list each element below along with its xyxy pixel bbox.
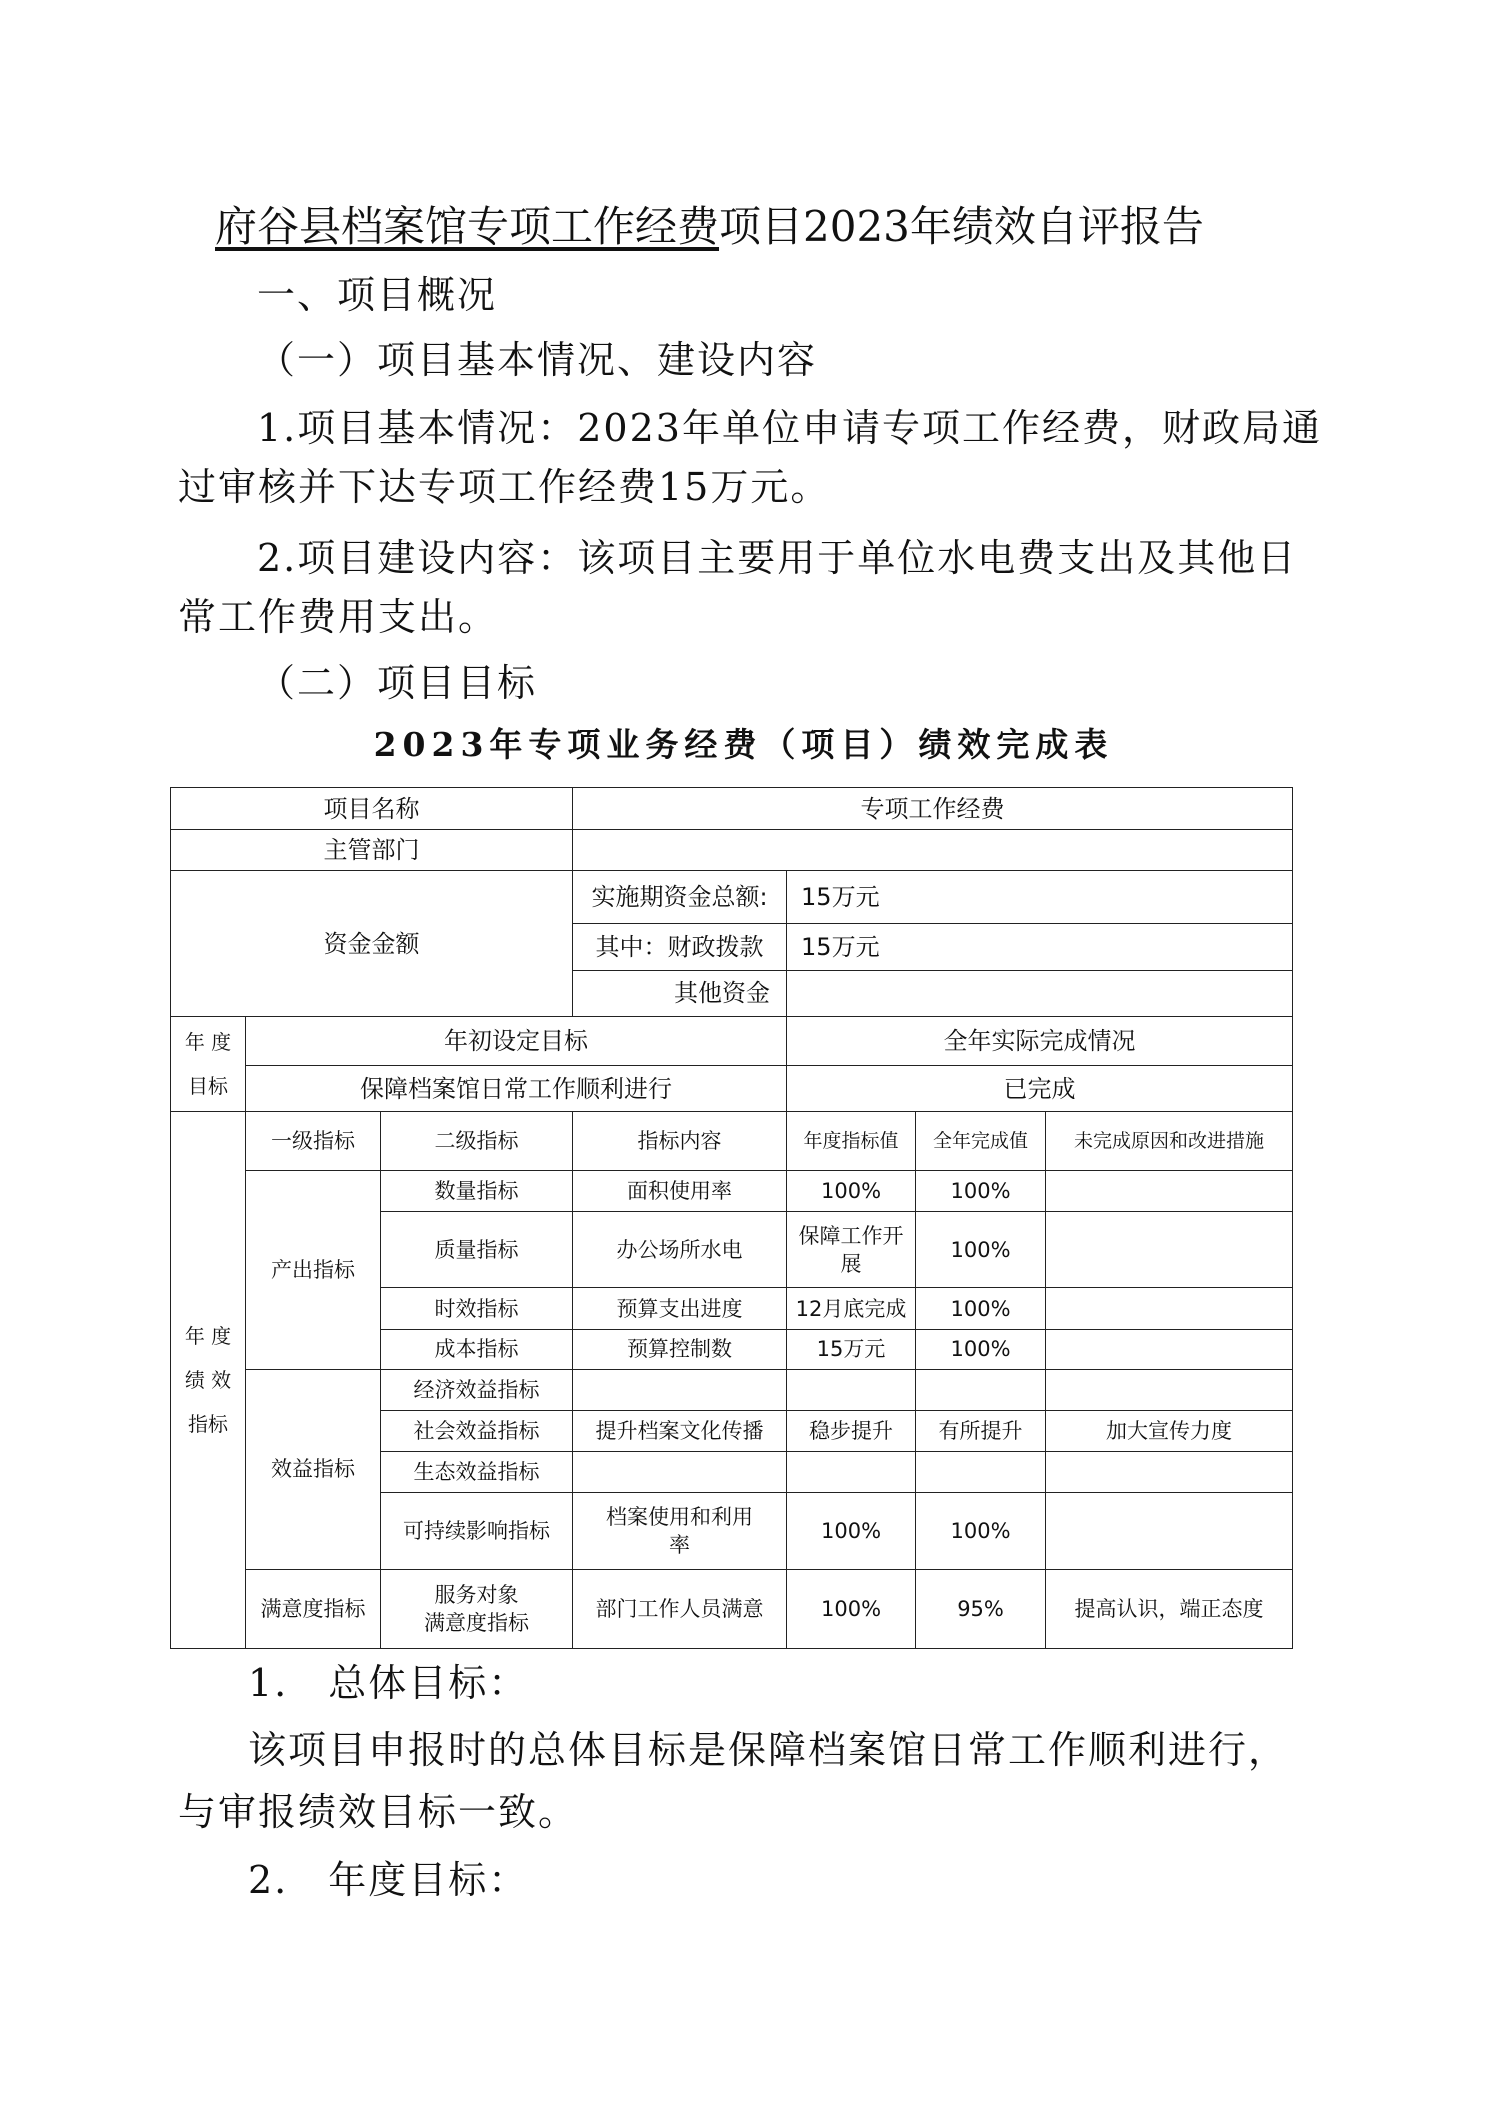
paragraph-basic-info-line-1: 1.项目基本情况：2023年单位申请专项工作经费，财政局通 bbox=[257, 406, 1322, 450]
value-department bbox=[573, 830, 1293, 871]
table-row: 效益指标 经济效益指标 bbox=[171, 1369, 1293, 1410]
cell-multiline: 保障工作开 展 bbox=[787, 1212, 916, 1288]
document-title bbox=[215, 200, 1285, 254]
section-heading-1: 一、项目概况 bbox=[257, 273, 498, 317]
label-annual-goal: 年 度 目标 bbox=[171, 1016, 246, 1112]
table-row bbox=[171, 788, 1293, 830]
label-total-funds: 实施期资金总额: bbox=[573, 871, 787, 924]
heading-annual-goal: 2. 年度目标： bbox=[248, 1858, 529, 1902]
value-total-funds: 15万元 bbox=[787, 871, 1293, 924]
header-content: 指标内容 bbox=[573, 1112, 787, 1171]
paragraph-overall-line-2: 与审报绩效目标一致。 bbox=[178, 1790, 579, 1834]
label-other-funds: 其他资金 bbox=[573, 971, 787, 1016]
label-annual-performance-indicators: 年 度 绩 效 指标 bbox=[171, 1112, 246, 1649]
label-project-name: 项目名称 bbox=[171, 788, 573, 830]
table-row bbox=[171, 1112, 1293, 1171]
table-row bbox=[171, 871, 1293, 924]
header-level2: 二级指标 bbox=[381, 1112, 573, 1171]
value-project-name: 专项工作经费 bbox=[573, 788, 1293, 830]
table-row: 满意度指标 服务对象 满意度指标 部门工作人员满意 100% 95% 提高认识，端正态度 bbox=[171, 1569, 1293, 1648]
cell-multiline: 服务对象 满意度指标 bbox=[381, 1569, 573, 1648]
label-funding: 资金金额 bbox=[171, 871, 573, 1016]
category-output: 产出指标 bbox=[246, 1171, 381, 1370]
title-underlined-part: 府谷县档案馆专项工作经费 bbox=[215, 202, 720, 251]
value-actual-completion: 已完成 bbox=[787, 1066, 1293, 1112]
category-benefit: 效益指标 bbox=[246, 1369, 381, 1569]
paragraph-content-line-1: 2.项目建设内容：该项目主要用于单位水电费支出及其他日 bbox=[257, 536, 1298, 580]
category-satisfaction: 满意度指标 bbox=[246, 1569, 381, 1648]
table-row bbox=[171, 1066, 1293, 1112]
table-row: 质量指标 办公场所水电 保障工作开 展 100% bbox=[171, 1212, 1293, 1288]
paragraph-overall-line-1: 该项目申报时的总体目标是保障档案馆日常工作顺利进行， bbox=[248, 1728, 1289, 1772]
heading-overall-goal: 1. 总体目标： bbox=[248, 1661, 529, 1705]
header-level1: 一级指标 bbox=[246, 1112, 381, 1171]
subsection-heading-1: （一）项目基本情况、建设内容 bbox=[257, 338, 818, 382]
paragraph-content-line-2: 常工作费用支出。 bbox=[178, 595, 499, 639]
cell-multiline: 档案使用和利用 率 bbox=[573, 1493, 787, 1569]
label-department: 主管部门 bbox=[171, 830, 573, 871]
paragraph-basic-info-line-2: 过审核并下达专项工作经费15万元。 bbox=[178, 465, 831, 509]
title-rest: 项目2023年绩效自评报告 bbox=[719, 202, 1204, 251]
table-row: 社会效益指标 提升档案文化传播 稳步提升 有所提升 加大宣传力度 bbox=[171, 1411, 1293, 1452]
table-row bbox=[171, 1016, 1293, 1065]
table-caption: 2023年专项业务经费（项目）绩效完成表 bbox=[373, 725, 1114, 764]
header-completed: 全年完成值 bbox=[916, 1112, 1046, 1171]
header-target: 年度指标值 bbox=[787, 1112, 916, 1171]
table-row: 生态效益指标 bbox=[171, 1452, 1293, 1493]
table-row: 可持续影响指标 档案使用和利用 率 100% 100% bbox=[171, 1493, 1293, 1569]
performance-table bbox=[170, 787, 1293, 1649]
table-row: 时效指标 预算支出进度 12月底完成 100% bbox=[171, 1288, 1293, 1329]
header-remarks: 未完成原因和改进措施 bbox=[1046, 1112, 1293, 1171]
table-row bbox=[171, 830, 1293, 871]
table-row: 产出指标 数量指标 面积使用率 100% 100% bbox=[171, 1171, 1293, 1212]
label-fiscal-funds: 其中：财政拨款 bbox=[573, 923, 787, 970]
value-initial-goal: 保障档案馆日常工作顺利进行 bbox=[246, 1066, 787, 1112]
header-initial-goal: 年初设定目标 bbox=[246, 1016, 787, 1065]
value-other-funds bbox=[787, 971, 1293, 1016]
table-row: 成本指标 预算控制数 15万元 100% bbox=[171, 1329, 1293, 1369]
header-actual-completion: 全年实际完成情况 bbox=[787, 1016, 1293, 1065]
value-fiscal-funds: 15万元 bbox=[787, 923, 1293, 970]
subsection-heading-2: （二）项目目标 bbox=[257, 661, 538, 705]
